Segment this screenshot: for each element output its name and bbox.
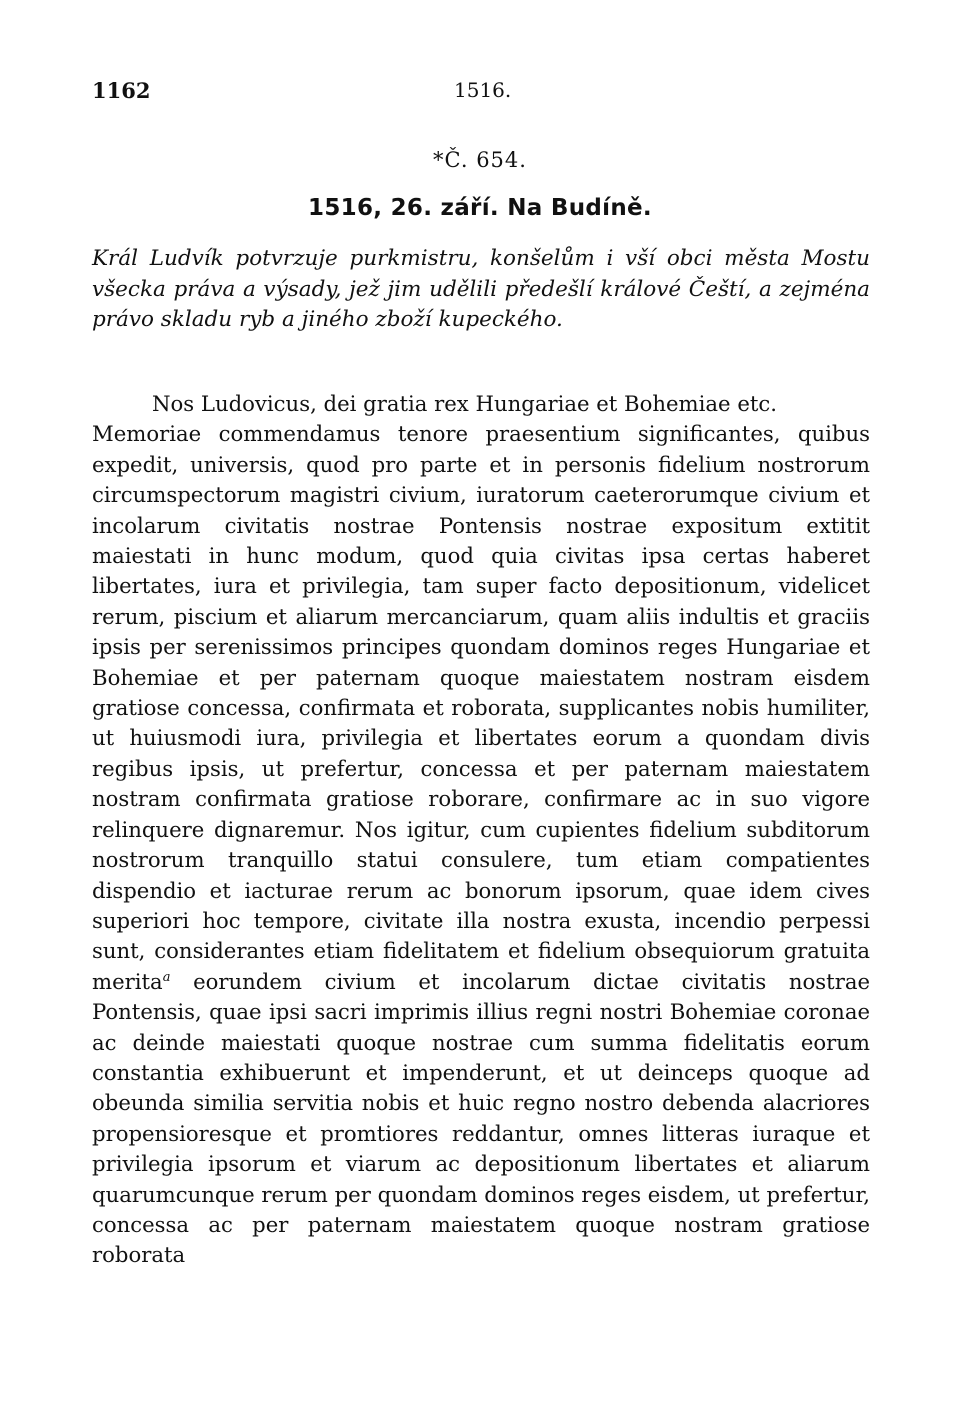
regest-summary: Král Ludvík potvrzuje purkmistru, konšelům i vší obci města Mostu všecka práva a výsady, jež jim udělili předešlí králové Čeští, a zejména právo skladu ryb a jiného zboží kupeckého.	[92, 246, 870, 332]
running-header	[92, 78, 872, 108]
document-date-place: 1516, 26. září. Na Budíně.	[308, 195, 652, 221]
charter-body-part1: Memoriae commendamus tenore praesentium significantes, quibus expedit, universis, quod pro parte et in personis fidelium nostrorum circumspectorum magistri civium, iuratorum caeterorumque civium et incolarum civitatis nostrae Pontensis nostrae expositum extitit maiestati in hunc modum, quod quia civitas ipsa certas haberet libertates, iura et privilegia, tam super facto depositionum, videlicet rerum, piscium et aliarum mercanciarum, quam aliis indultis et graciis ipsis per serenissimos principes quondam dominos reges Hungariae et Bohemiae et per paternam quoque maiestatem nostram eisdem gratiose concessa, confirmata et roborata, supplicantes nobis humiliter, ut huiusmodi iura, privilegia et libertates eorum a quondam divis regibus ipsis, ut prefertur, concessa et per paternam maiestatem nostram confirmata gratiose roborare, confirmare ac in suo vigore relinquere dignaremur. Nos igitur, cum cupientes fidelium subditorum nostrorum tranquillo statui consulere, tum etiam compatientes dispendio et iacturae rerum ac bonorum ipsorum, quae idem cives superiori hoc tempore, civitate illa nostra exusta, incendio perpessi sunt, considerantes etiam fidelitatem et fidelium obsequiorum gratuita merita	[92, 421, 870, 994]
charter-opening: Nos Ludovicus, dei gratia rex Hungariae et Bohemiae etc.	[152, 391, 777, 416]
running-year: 1516.	[454, 78, 512, 102]
document-number: *Č. 654.	[433, 148, 527, 172]
charter-text	[92, 389, 870, 1271]
charter-body	[92, 419, 870, 1270]
page-number: 1162	[92, 78, 151, 103]
charter-body-part2: eorundem civium et incolarum dictae civitatis nostrae Pontensis, quae ipsi sacri imprimis illius regni nostri Bohemiae coronae ac deinde maiestati quoque nostrae cum summa fidelitatis eorum constantia exhibuerunt et impenderunt, et ut deinceps quoque ad obeunda similia servitia nobis et huic regno nostro debenda alacriores propensioresque et promtiores reddantur, omnes litteras iuraque et privilegia ipsorum et viarum ac depositionum libertates et aliarum quarumcunque rerum per quondam dominos reges eisdem, ut prefertur, concessa ac per paternam maiestatem quoque nostram gratiose roborata	[92, 968, 870, 1268]
footnote-mark: a	[162, 969, 171, 985]
